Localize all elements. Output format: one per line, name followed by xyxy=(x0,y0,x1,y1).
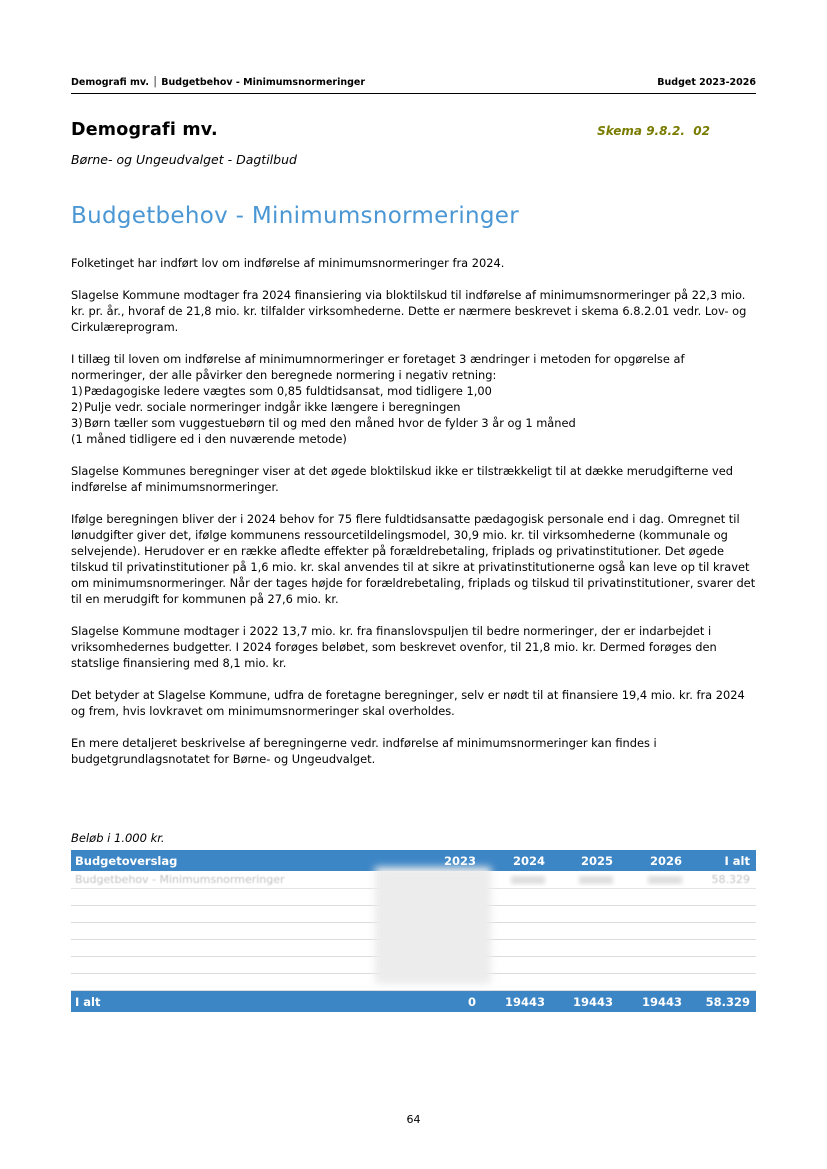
paragraph-3-intro: I tillæg til loven om indførelse af minimumnormeringer er foretaget 3 ændringer i metoden for opgørelse af normeringer, der alle påvirker den beregnede normering i negativ retning: xyxy=(71,352,685,382)
list-item-number: 1) xyxy=(71,384,83,398)
total-cell-2026: 19443 xyxy=(641,994,682,1009)
paragraph-1: Folketinget har indført lov om indførelse af minimumsnormeringer fra 2024. xyxy=(71,256,505,270)
column-header-i-alt: I alt xyxy=(724,853,750,868)
skema-reference: Skema 9.8.2. 02 xyxy=(597,124,710,138)
table-row xyxy=(71,889,756,906)
paragraph-2: Slagelse Kommune modtager fra 2024 finansiering via bloktilskud til indførelse af minimumsnormeringer på 22,3 mio. kr. pr. år., hvoraf de 21,8 mio. kr. tilfalder virksomhederne. Dette er nærmere beskrevet i skema 6.8.2.01 vedr. Lov- og Cirkulæreprogram. xyxy=(71,288,747,334)
redacted-value xyxy=(648,876,682,884)
table-total-row xyxy=(71,991,756,1012)
body-text xyxy=(71,255,756,767)
total-cell-2023: 0 xyxy=(467,994,476,1009)
running-header-right: Budget 2023-2026 xyxy=(657,77,756,88)
paragraph-5: Ifølge beregningen bliver der i 2024 behov for 75 flere fuldtidsansatte pædagogisk personale end i dag. Omregnet til lønudgifter giver det, ifølge kommunens ressourcetildelingsmodel, 30,9 mio. kr. til virksomhederne (kommunale og selvejende). Herudover er en række afledte effekter på forældrebetaling, friplads og privatinstitutioner. Det øgede tilskud til privatinstitutioner på 1,6 mio. kr. skal anvendes til at sikre at privatinstitutionerne også kan leve op til kravet om minimumsnormeringer. Når der tages højde for forældrebetaling, friplads og tilskud til privatinstitutioner, svarer det til en merudgift for kommunen på 27,6 mio. kr. xyxy=(71,512,756,606)
table-header-row xyxy=(71,850,756,871)
table-row xyxy=(71,906,756,923)
list-item-note: (1 måned tidligere ed i den nuværende metode) xyxy=(71,432,347,446)
faded-cell-i-alt: 58.329 xyxy=(711,873,750,886)
list-item xyxy=(71,415,756,431)
list-item xyxy=(71,383,756,399)
total-cell-2025: 19443 xyxy=(572,994,613,1009)
list-item-text: Pulje vedr. sociale normeringer indgår ikke længere i beregningen xyxy=(84,400,461,414)
total-cell-i-alt: 58.329 xyxy=(705,994,750,1009)
budget-table xyxy=(71,850,756,1012)
section-heading: Budgetbehov - Minimumsnormeringer xyxy=(71,203,520,229)
table-row-faded xyxy=(71,871,756,889)
column-header-2023: 2023 xyxy=(443,853,476,868)
list-item-number: 2) xyxy=(71,400,83,414)
table-row xyxy=(71,957,756,974)
column-header-budgetoverslag: Budgetoverslag xyxy=(75,853,178,868)
committee-subtitle: Børne- og Ungeudvalget - Dagtilbud xyxy=(71,152,297,167)
faded-cell-2025 xyxy=(551,873,619,886)
faded-cell-2024 xyxy=(482,873,551,886)
changes-list xyxy=(71,383,756,447)
paragraph-4: Slagelse Kommunes beregninger viser at det øgede bloktilskud ikke er tilstrækkeligt til at dække merudgifterne ved indførelse af minimumsnormeringer. xyxy=(71,464,734,494)
table-caption: Beløb i 1.000 kr. xyxy=(71,831,165,845)
table-row xyxy=(71,940,756,957)
table-row xyxy=(71,974,756,991)
budget-table-section xyxy=(71,831,756,1012)
list-item-number: 3) xyxy=(71,416,83,430)
redacted-value xyxy=(579,876,613,884)
column-header-2025: 2025 xyxy=(580,853,613,868)
paragraph-7: Det betyder at Slagelse Kommune, udfra de foretagne beregninger, selv er nødt til at finansiere 19,4 mio. kr. fra 2024 og frem, hvis lovkravet om minimumsnormeringer skal overholdes. xyxy=(71,688,745,718)
table-row xyxy=(71,923,756,940)
running-header xyxy=(71,77,756,94)
paragraph-8: En mere detaljeret beskrivelse af beregningerne vedr. indførelse af minimumsnormeringer kan findes i budgetgrundlagsnotatet for Børne- og Ungeudvalget. xyxy=(71,736,657,766)
redacted-value xyxy=(511,876,545,884)
faded-row-label: Budgetbehov - Minimumsnormeringer xyxy=(75,873,285,886)
total-cell-2024: 19443 xyxy=(504,994,545,1009)
total-row-label: I alt xyxy=(75,994,101,1009)
column-header-2026: 2026 xyxy=(649,853,682,868)
page-title: Demografi mv. xyxy=(71,120,218,140)
list-item-text: Børn tæller som vuggestuebørn til og med den måned hvor de fylder 3 år og 1 måned xyxy=(84,416,576,430)
faded-cell-2026 xyxy=(619,873,688,886)
page-number: 64 xyxy=(406,1113,421,1126)
list-item-text: Pædagogiske ledere vægtes som 0,85 fuldtidsansat, mod tidligere 1,00 xyxy=(84,384,492,398)
paragraph-6: Slagelse Kommune modtager i 2022 13,7 mio. kr. fra finanslovspuljen til bedre normeringer, der er indarbejdet i vriksomhedernes budgetter. I 2024 forøges beløbet, som beskrevet ovenfor, til 21,8 mio. kr. Dermed forøges den statslige finansiering med 8,1 mio. kr. xyxy=(71,624,717,670)
column-header-2024: 2024 xyxy=(512,853,545,868)
title-row xyxy=(71,120,756,140)
running-header-left: Demografi mv. │ Budgetbehov - Minimumsnormeringer xyxy=(71,77,366,88)
list-item xyxy=(71,399,756,415)
